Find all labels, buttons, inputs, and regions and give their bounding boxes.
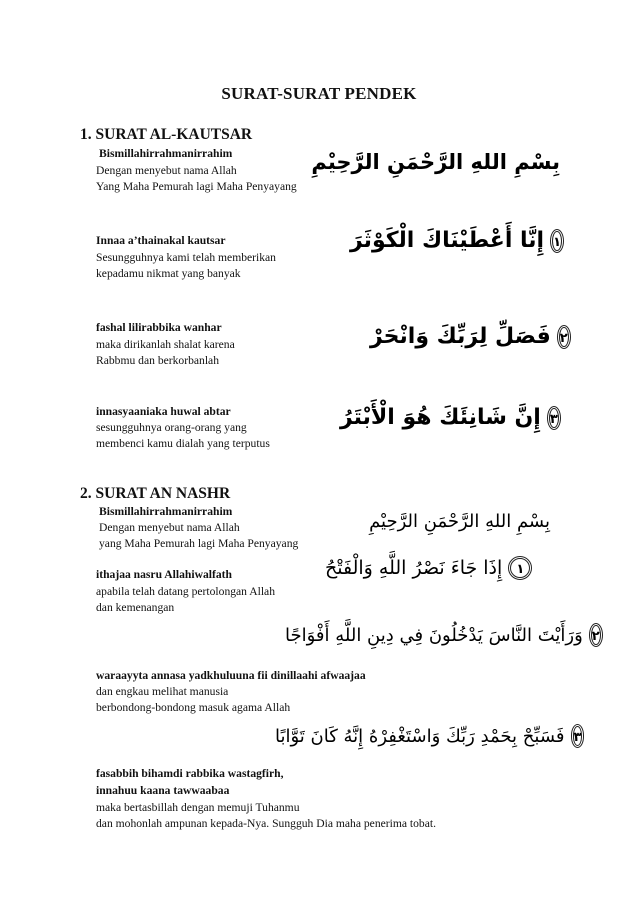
section-heading-an-nashr: 2. SURAT AN NASHR (80, 485, 231, 502)
basmala-latin: Bismillahirrahmanirrahim (99, 505, 233, 518)
ayah-2-translation-line-1: dan engkau melihat manusia (96, 685, 229, 698)
basmala-latin: Bismillahirrahmanirrahim (99, 147, 233, 160)
ayah-number-1-icon: ١ (508, 556, 532, 580)
basmala-translation-line-1: Dengan menyebut nama Allah (99, 521, 240, 534)
ayah-1-latin: Innaa a’thainakal kautsar (96, 234, 226, 247)
basmala-translation-line-2: Yang Maha Pemurah lagi Maha Penyayang (96, 180, 297, 193)
ayah-1-latin: ithajaa nasru Allahiwalfath (96, 568, 232, 581)
basmala-arabic: بِسْمِ اللهِ الرَّحْمَنِ الرَّحِيْمِ (369, 511, 550, 532)
ayah-2-arabic: فَصَلِّ لِرَبِّكَ وَانْحَرْ (370, 324, 551, 349)
ayah-1-translation-line-1: Sesungguhnya kami telah memberikan (96, 251, 276, 264)
ayah-2-arabic: وَرَأَيْتَ النَّاسَ يَدْخُلُونَ فِي دِينِ اللَّهِ أَفْوَاجًا (285, 624, 583, 646)
ayah-3-translation-line-1: maka bertasbillah dengan memuji Tuhanmu (96, 801, 300, 814)
ayah-3-translation-line-2: dan mohonlah ampunan kepada-Nya. Sungguh Dia maha penerima tobat. (96, 817, 436, 830)
basmala-translation-line-2: yang Maha Pemurah lagi Maha Penyayang (99, 537, 299, 550)
basmala-arabic: بِسْمِ اللهِ الرَّحْمَنِ الرَّحِيْمِ (311, 150, 560, 174)
ayah-3-latin: innasyaaniaka huwal abtar (96, 405, 231, 418)
ayah-number-3-icon: ٣ (547, 406, 561, 430)
section-heading-al-kautsar: 1. SURAT AL-KAUTSAR (80, 126, 253, 143)
ayah-3-arabic-row (340, 405, 560, 430)
ayah-1-translation-line-1: apabila telah datang pertolongan Allah (96, 585, 275, 598)
ayah-1-translation-line-2: dan kemenangan (96, 601, 175, 614)
ayah-3-arabic: فَسَبِّحْ بِحَمْدِ رَبِّكَ وَاسْتَغْفِرْهُ إِنَّهُ كَانَ تَوَّابًا (275, 725, 565, 747)
ayah-2-arabic-row (370, 324, 568, 349)
ayah-number-3-icon: ٣ (571, 724, 585, 748)
ayah-number-2-icon: ٢ (589, 623, 603, 647)
ayah-2-translation-line-2: berbondong-bondong masuk agama Allah (96, 701, 291, 714)
basmala-translation-line-1: Dengan menyebut nama Allah (96, 164, 237, 177)
ayah-1-arabic: إِنَّا أَعْطَيْنَاكَ الْكَوْثَرَ (350, 228, 545, 253)
ayah-1-translation-line-2: kepadamu nikmat yang banyak (96, 267, 241, 280)
ayah-2-latin: fashal lilirabbika wanhar (96, 321, 222, 334)
ayah-number-1-icon: ١ (550, 229, 564, 253)
ayah-1-arabic-row (350, 228, 560, 253)
ayah-2-translation-line-2: Rabbmu dan berkorbanlah (96, 354, 219, 367)
ayah-1-arabic-row (325, 556, 550, 580)
ayah-2-arabic-row (285, 623, 600, 647)
ayah-3-arabic: إِنَّ شَانِئَكَ هُوَ الْأَبْتَرُ (340, 405, 541, 430)
ayah-1-arabic: إِذَا جَاءَ نَصْرُ اللَّهِ وَالْفَتْحُ (325, 557, 503, 579)
page-title: SURAT-SURAT PENDEK (221, 84, 417, 103)
ayah-3-translation-line-2: membenci kamu dialah yang terputus (96, 437, 270, 450)
ayah-3-translation-line-1: sesungguhnya orang-orang yang (96, 421, 247, 434)
ayah-3-latin-line-2: innahuu kaana tawwaabaa (96, 784, 230, 797)
ayah-3-arabic-row (275, 724, 582, 748)
ayah-number-2-icon: ٢ (557, 325, 571, 349)
ayah-2-translation-line-1: maka dirikanlah shalat karena (96, 338, 235, 351)
ayah-2-latin: waraayyta annasa yadkhuluuna fii dinillaahi afwaajaa (96, 669, 366, 682)
ayah-3-latin-line-1: fasabbih bihamdi rabbika wastagfirh, (96, 767, 284, 780)
